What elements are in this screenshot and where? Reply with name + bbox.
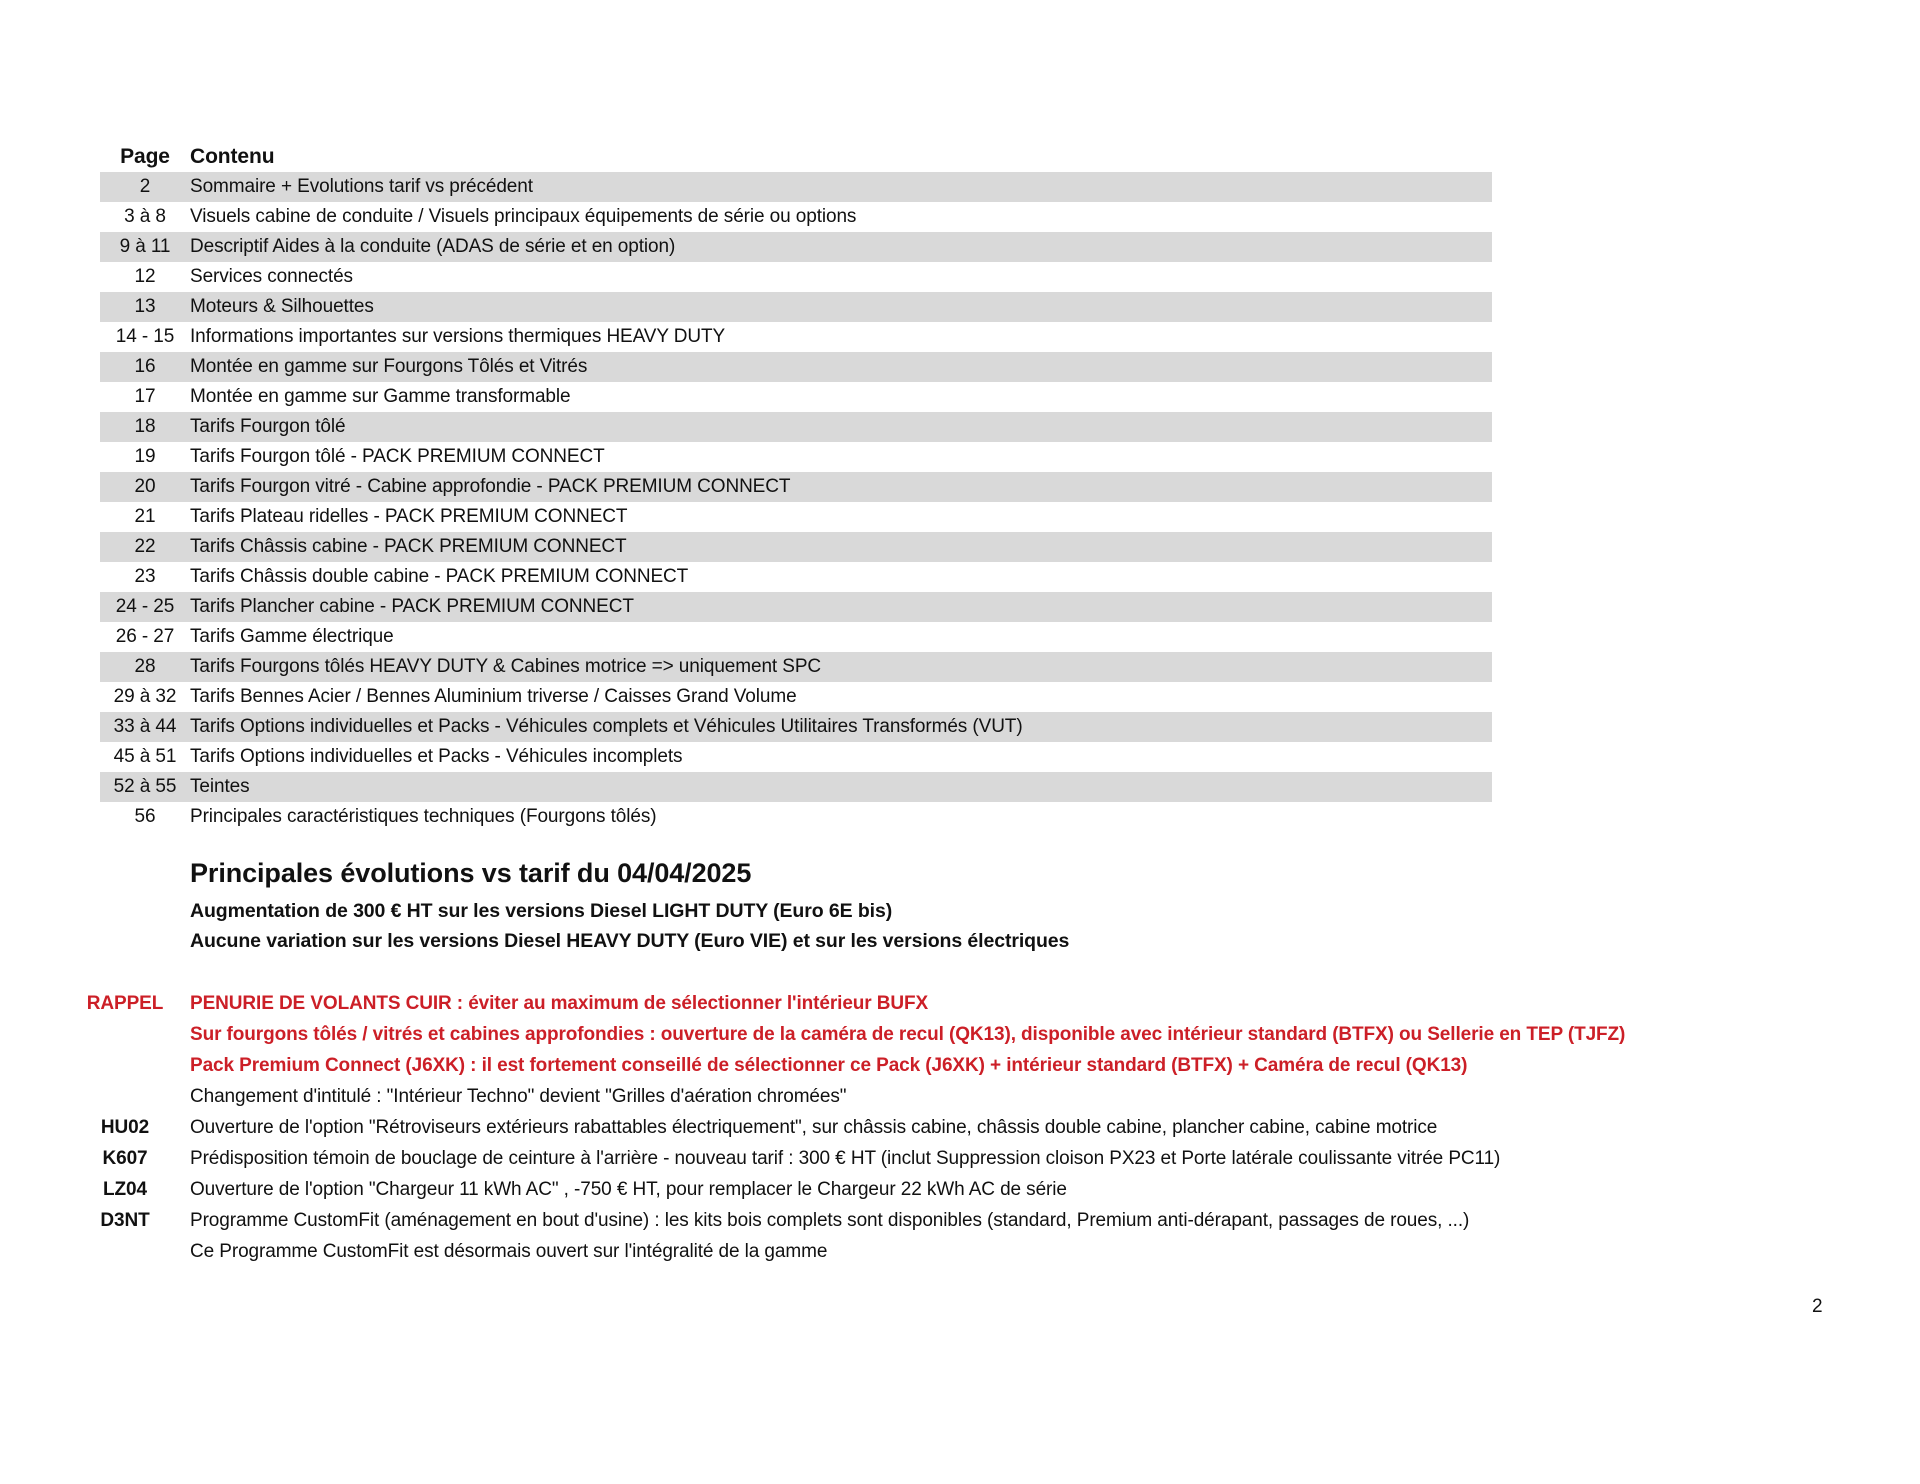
note-label: RAPPEL bbox=[86, 993, 164, 1014]
toc-row-content: Tarifs Fourgon tôlé - PACK PREMIUM CONNECT bbox=[190, 446, 605, 467]
toc-row-page: 17 bbox=[134, 386, 156, 407]
toc-row-content: Montée en gamme sur Fourgons Tôlés et Vitrés bbox=[190, 356, 588, 377]
toc-row bbox=[100, 442, 1492, 472]
toc-row-content: Principales caractéristiques techniques (Fourgons tôlés) bbox=[190, 806, 657, 827]
toc-header-page: Page bbox=[120, 145, 170, 168]
note-row bbox=[60, 1174, 1872, 1205]
toc-row-page: 21 bbox=[134, 506, 156, 527]
note-text: Ouverture de l'option "Rétroviseurs extérieurs rabattables électriquement", sur châssis cabine, châssis double cabine, plancher cabine, cabine motrice bbox=[190, 1117, 1438, 1138]
toc-row-content: Tarifs Châssis cabine - PACK PREMIUM CONNECT bbox=[190, 536, 627, 557]
toc-row-content: Tarifs Plateau ridelles - PACK PREMIUM CONNECT bbox=[190, 506, 628, 527]
toc-row-page: 2 bbox=[139, 176, 151, 197]
toc-row-content: Sommaire + Evolutions tarif vs précédent bbox=[190, 176, 533, 197]
toc-row bbox=[100, 172, 1492, 202]
toc-row bbox=[100, 562, 1492, 592]
toc-row-page: 52 à 55 bbox=[113, 776, 177, 797]
toc-rows bbox=[100, 172, 1492, 832]
note-row bbox=[60, 1050, 1872, 1081]
note-row bbox=[60, 1112, 1872, 1143]
toc-row-page: 18 bbox=[134, 416, 156, 437]
evolution-line: Aucune variation sur les versions Diesel HEAVY DUTY (Euro VIE) et sur les versions électriques bbox=[190, 930, 1070, 952]
toc-row-content: Tarifs Fourgons tôlés HEAVY DUTY & Cabines motrice => uniquement SPC bbox=[190, 656, 822, 677]
toc-row bbox=[100, 352, 1492, 382]
toc-row bbox=[100, 322, 1492, 352]
toc-row-content: Tarifs Châssis double cabine - PACK PREMIUM CONNECT bbox=[190, 566, 689, 587]
toc-row bbox=[100, 682, 1492, 712]
toc-row-page: 33 à 44 bbox=[113, 716, 177, 737]
toc-row bbox=[100, 502, 1492, 532]
toc-row-content: Moteurs & Silhouettes bbox=[190, 296, 374, 317]
note-text: PENURIE DE VOLANTS CUIR : éviter au maximum de sélectionner l'intérieur BUFX bbox=[190, 993, 929, 1014]
toc-row bbox=[100, 712, 1492, 742]
notes-section bbox=[60, 988, 1872, 1267]
note-row bbox=[60, 988, 1872, 1019]
note-text: Changement d'intitulé : "Intérieur Techno" devient "Grilles d'aération chromées" bbox=[190, 1086, 847, 1107]
note-text: Sur fourgons tôlés / vitrés et cabines approfondies : ouverture de la caméra de recul (QK13), disponible avec intérieur standard (BTFX) ou Sellerie en TEP (TJFZ) bbox=[190, 1024, 1626, 1045]
note-text: Ouverture de l'option "Chargeur 11 kWh AC" , -750 € HT, pour remplacer le Chargeur 22 kWh AC de série bbox=[190, 1179, 1067, 1200]
note-row bbox=[60, 1236, 1872, 1267]
toc-row-page: 45 à 51 bbox=[113, 746, 177, 767]
toc-row bbox=[100, 412, 1492, 442]
toc-row bbox=[100, 622, 1492, 652]
toc-row-page: 29 à 32 bbox=[113, 686, 177, 707]
toc-row-page: 16 bbox=[134, 356, 156, 377]
toc-row-content: Teintes bbox=[190, 776, 250, 797]
toc-row-page: 13 bbox=[134, 296, 156, 317]
toc-row-page: 9 à 11 bbox=[119, 236, 171, 257]
toc-row bbox=[100, 802, 1492, 832]
toc-row-content: Tarifs Plancher cabine - PACK PREMIUM CONNECT bbox=[190, 596, 634, 617]
toc-row bbox=[100, 532, 1492, 562]
toc-row-page: 12 bbox=[134, 266, 156, 287]
toc-row-page: 20 bbox=[134, 476, 156, 497]
toc-row bbox=[100, 232, 1492, 262]
toc-row-page: 26 - 27 bbox=[115, 626, 175, 647]
note-row bbox=[60, 1205, 1872, 1236]
toc-row bbox=[100, 742, 1492, 772]
toc-row-content: Tarifs Options individuelles et Packs - Véhicules complets et Véhicules Utilitaires Transformés (VUT) bbox=[190, 716, 1023, 737]
note-label: K607 bbox=[102, 1148, 148, 1169]
toc-row-content: Montée en gamme sur Gamme transformable bbox=[190, 386, 571, 407]
toc-row-page: 3 à 8 bbox=[124, 206, 166, 227]
toc-row bbox=[100, 292, 1492, 322]
toc-row bbox=[100, 592, 1492, 622]
note-row bbox=[60, 1081, 1872, 1112]
toc-row-content: Tarifs Fourgon vitré - Cabine approfondie - PACK PREMIUM CONNECT bbox=[190, 476, 791, 497]
note-label: D3NT bbox=[100, 1210, 150, 1231]
toc-row-page: 28 bbox=[134, 656, 156, 677]
toc-row bbox=[100, 652, 1492, 682]
toc-row-page: 24 - 25 bbox=[115, 596, 175, 617]
toc-row-page: 56 bbox=[134, 806, 156, 827]
note-row bbox=[60, 1019, 1872, 1050]
toc-row-page: 22 bbox=[134, 536, 156, 557]
toc-row bbox=[100, 262, 1492, 292]
toc-row-content: Informations importantes sur versions thermiques HEAVY DUTY bbox=[190, 326, 726, 347]
toc-row bbox=[100, 202, 1492, 232]
note-text: Prédisposition témoin de bouclage de ceinture à l'arrière - nouveau tarif : 300 € HT (inclut Suppression cloison PX23 et Porte latérale coulissante vitrée PC11) bbox=[190, 1148, 1501, 1169]
toc-row-page: 14 - 15 bbox=[115, 326, 175, 347]
evolution-line: Augmentation de 300 € HT sur les versions Diesel LIGHT DUTY (Euro 6E bis) bbox=[190, 900, 893, 922]
toc-row bbox=[100, 382, 1492, 412]
note-label: LZ04 bbox=[103, 1179, 147, 1200]
toc-row-content: Tarifs Gamme électrique bbox=[190, 626, 394, 647]
evolutions-section bbox=[190, 856, 1870, 956]
toc-header-contenu: Contenu bbox=[190, 145, 275, 168]
note-text: Programme CustomFit (aménagement en bout d'usine) : les kits bois complets sont disponibles (standard, Premium anti-dérapant, passages de roues, ...) bbox=[190, 1210, 1470, 1231]
toc-row-content: Services connectés bbox=[190, 266, 353, 287]
toc-row-content: Visuels cabine de conduite / Visuels principaux équipements de série ou options bbox=[190, 206, 857, 227]
toc-row-content: Tarifs Fourgon tôlé bbox=[190, 416, 346, 437]
note-row bbox=[60, 1143, 1872, 1174]
toc-header-row bbox=[100, 142, 1492, 172]
toc-row-page: 23 bbox=[134, 566, 156, 587]
toc-row-content: Tarifs Bennes Acier / Bennes Aluminium triverse / Caisses Grand Volume bbox=[190, 686, 797, 707]
note-text: Ce Programme CustomFit est désormais ouvert sur l'intégralité de la gamme bbox=[190, 1241, 828, 1262]
page-number: 2 bbox=[1812, 1296, 1823, 1317]
note-label: HU02 bbox=[100, 1117, 150, 1138]
toc-row bbox=[100, 772, 1492, 802]
note-text: Pack Premium Connect (J6XK) : il est fortement conseillé de sélectionner ce Pack (J6XK) + intérieur standard (BTFX) + Caméra de recul (QK13) bbox=[190, 1055, 1468, 1076]
toc-table bbox=[100, 142, 1492, 832]
toc-row-page: 19 bbox=[134, 446, 156, 467]
toc-row bbox=[100, 472, 1492, 502]
toc-row-content: Descriptif Aides à la conduite (ADAS de série et en option) bbox=[190, 236, 676, 257]
evolutions-title: Principales évolutions vs tarif du 04/04/2025 bbox=[190, 858, 752, 888]
toc-row-content: Tarifs Options individuelles et Packs - Véhicules incomplets bbox=[190, 746, 683, 767]
